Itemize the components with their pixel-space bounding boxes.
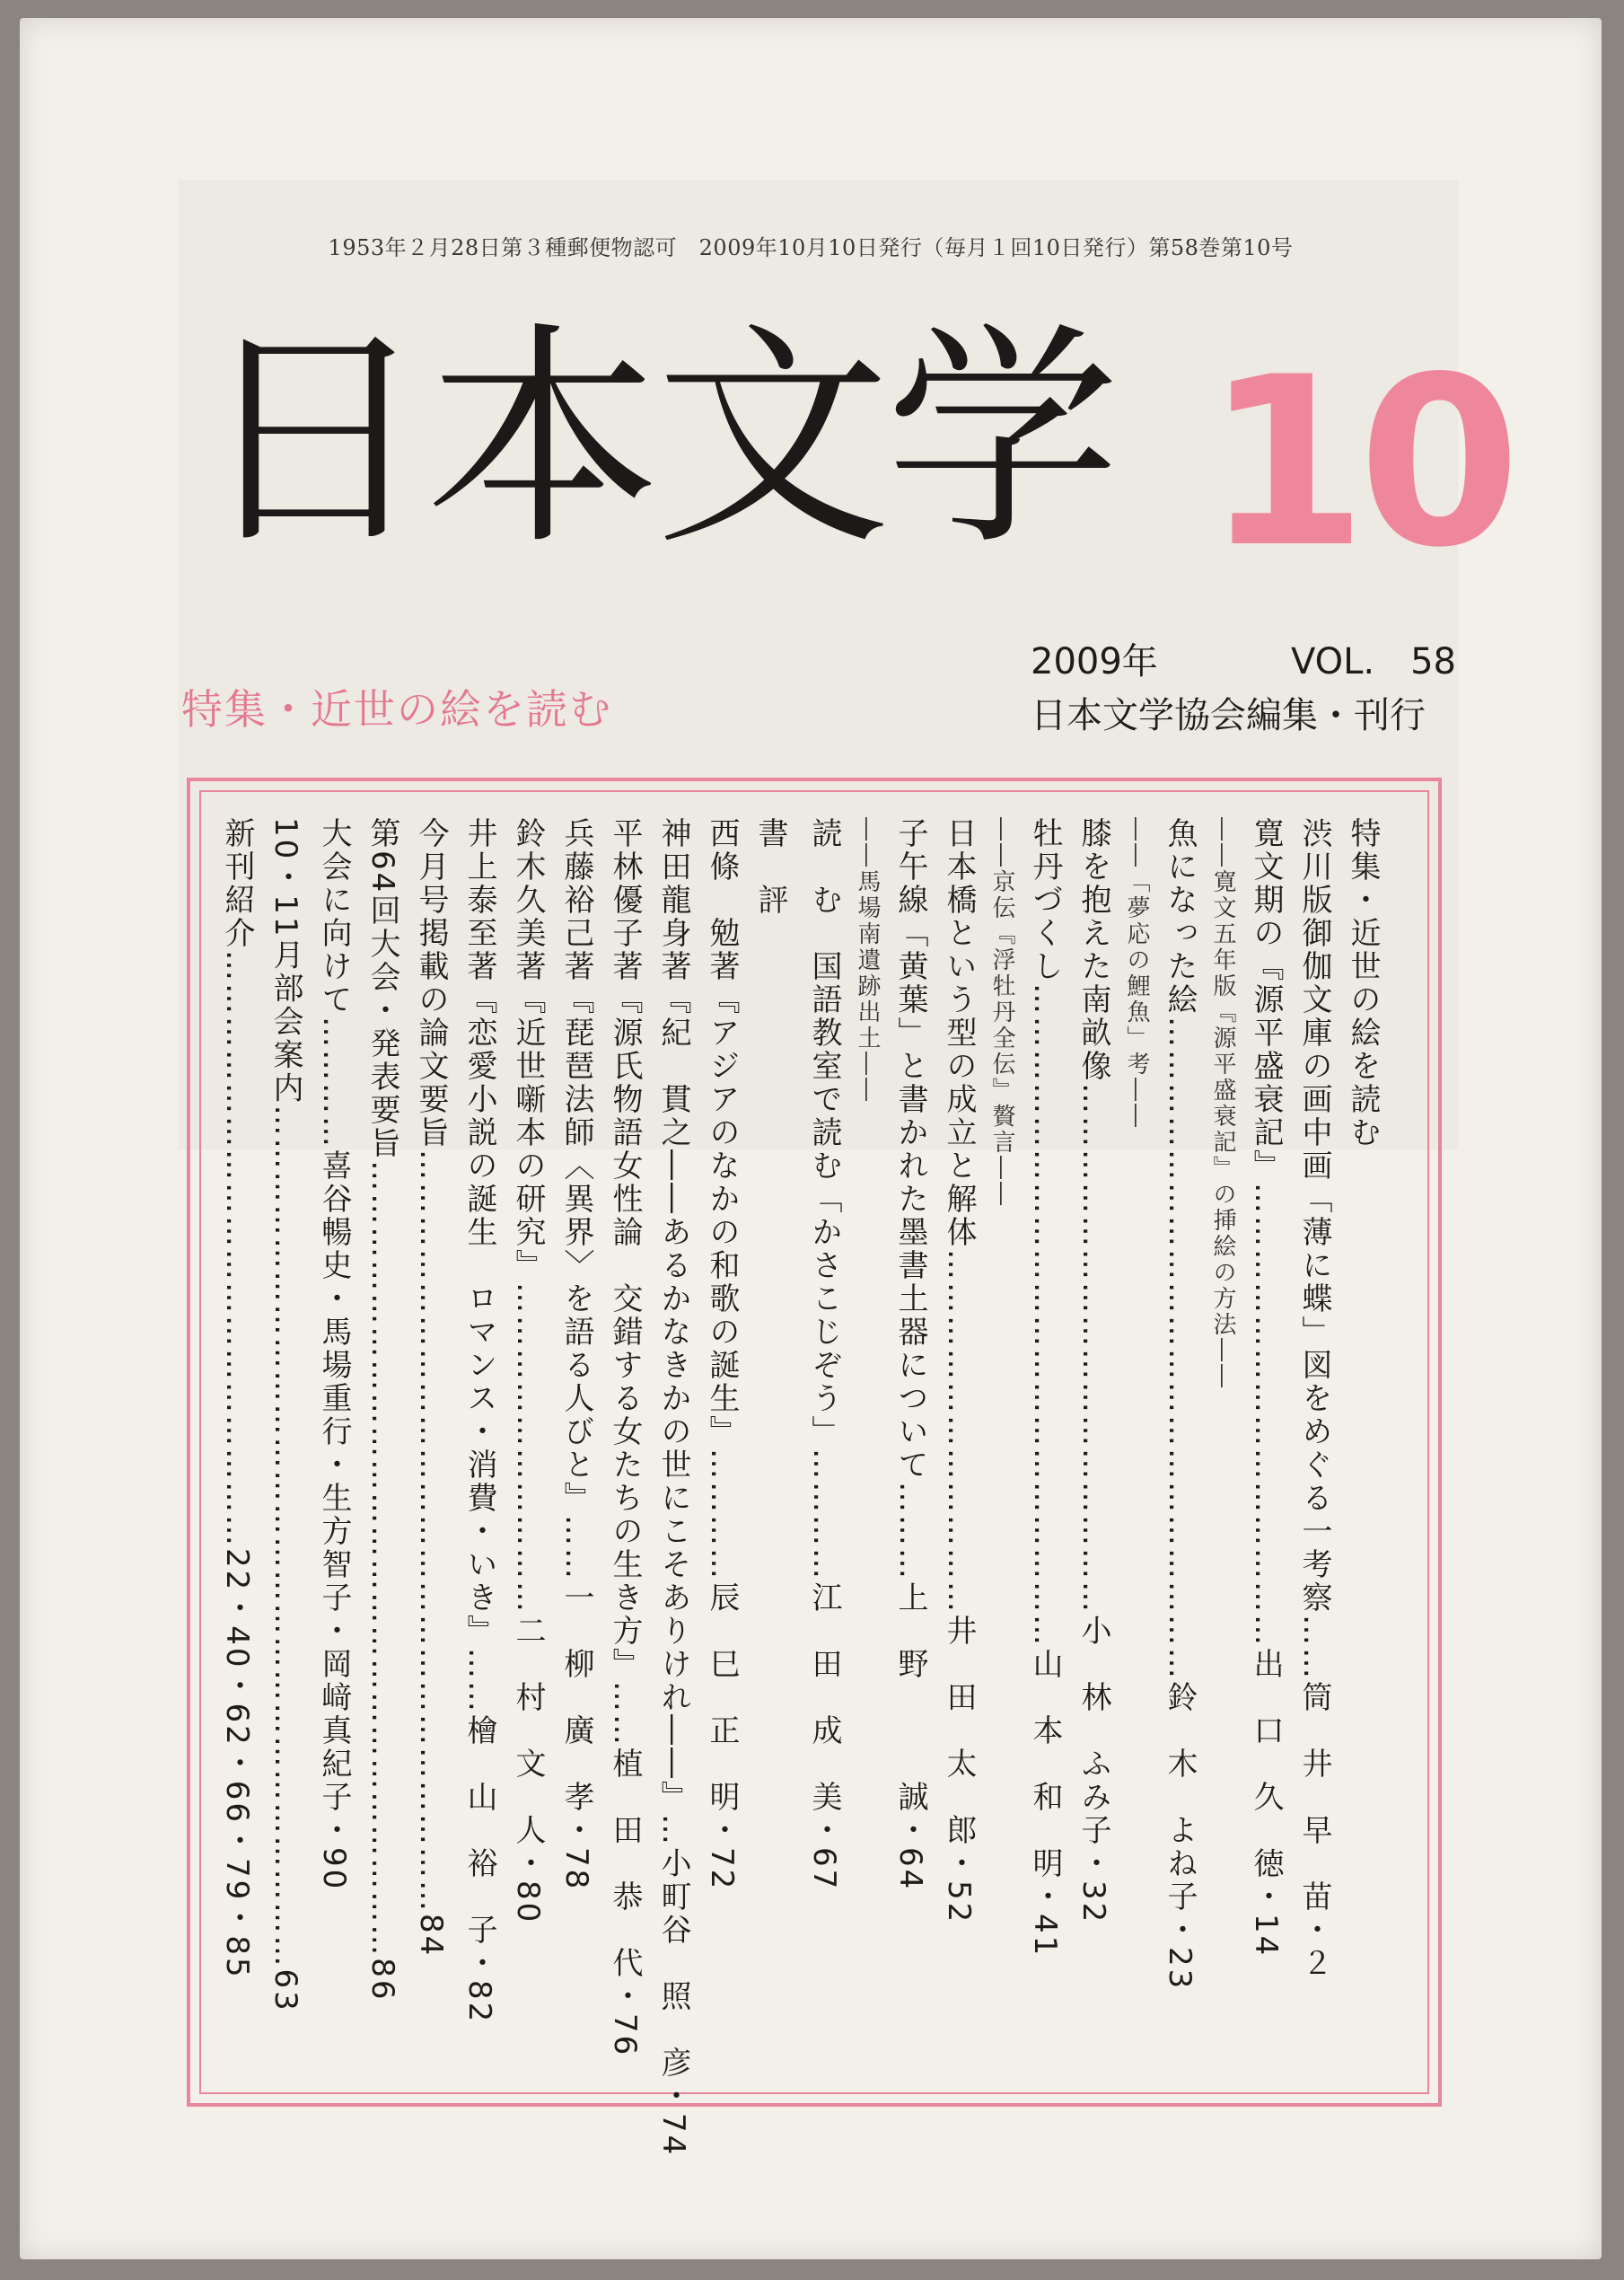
publisher-line: 日本文学協会編集・刊行 bbox=[1031, 695, 1426, 736]
toc-entry: 寛文期の『源平盛衰記』……………………………………出 口 久 徳・14 bbox=[1248, 817, 1284, 1959]
year-volume-line bbox=[1031, 639, 1456, 684]
toc-entry: 10・11月部会案内……………………………………………………………………63 bbox=[268, 817, 303, 2013]
toc-entry: 子午線「黄葉」と書かれた墨書土器について………上 野 誠・64 bbox=[892, 817, 928, 1892]
toc-entry: 鈴木久美著『近世噺本の研究』…………………………二 村 文 人・80 bbox=[510, 817, 546, 1925]
toc-subtitle: ――「夢応の鯉魚」考―― bbox=[1123, 817, 1150, 1130]
toc-entry: 特集・近世の絵を読む bbox=[1345, 817, 1381, 1149]
toc-entry: 膝を抱えた南畝像…………………………………………小 林 ふみ子・32 bbox=[1075, 817, 1111, 1925]
toc-subtitle: ――京伝『浮牡丹全伝』贅言―― bbox=[988, 817, 1015, 1208]
issue-number: 10 bbox=[1205, 328, 1512, 599]
toc-entry: 新刊紹介………………………………………………22・40・62・66・79・85 bbox=[219, 817, 255, 1980]
toc-entry: 大会に向けて…………喜谷暢史・馬場重行・生方智子・岡﨑真紀子・90 bbox=[316, 817, 352, 1892]
volume-number: VOL. 58 bbox=[1290, 641, 1456, 682]
toc-entry: 牡丹づくし……………………………………………………山 本 和 明・41 bbox=[1027, 817, 1063, 1959]
toc-entry: 井上泰至著『恋愛小説の誕生 ロマンス・消費・いき』……檜 山 裕 子・82 bbox=[461, 817, 497, 2025]
table-of-contents bbox=[217, 817, 1384, 2158]
publication-year: 2009年 bbox=[1031, 641, 1158, 682]
toc-entry: 神田龍身著『紀 貫之――あるかなきかの世にこそありけれ――』…小町谷 照 彦・74 bbox=[655, 817, 691, 2158]
table-of-contents-frame bbox=[187, 778, 1442, 2158]
toc-entry: 兵藤裕己著『琵琶法師〈異界〉を語る人びと』……一 柳 廣 孝・78 bbox=[558, 817, 594, 1892]
toc-entry: 読 む 国語教室で読む「かさこじぞう」…………江 田 成 美・67 bbox=[806, 817, 842, 1892]
journal-title: 日本文学 bbox=[196, 303, 1115, 577]
toc-entry: 日本橋という型の成立と解体……………………………井 田 太 郎・52 bbox=[941, 817, 977, 1925]
toc-entry: 書 評 bbox=[752, 817, 788, 917]
toc-entry: 魚になった絵……………………………………………………鈴 木 よね子・23 bbox=[1162, 817, 1198, 1992]
toc-entry: 平林優子著『源氏物語女性論 交錯する女たちの生き方』……植 田 恭 代・76 bbox=[607, 817, 643, 2058]
toc-entry: 今月号掲載の論文要旨……………………………………………………………84 bbox=[413, 817, 449, 1959]
journal-cover bbox=[20, 18, 1602, 2259]
toc-subtitle: ――馬場南遺跡出土―― bbox=[854, 817, 881, 1104]
toc-entry: 第64回大会・発表要旨………………………………………………………………86 bbox=[364, 817, 400, 2003]
toc-entry: 渋川版御伽文庫の画中画「薄に蝶」図をめぐる一考察……筒 井 早 苗・２ bbox=[1296, 817, 1332, 1980]
toc-subtitle: ――寛文五年版『源平盛衰記』の挿絵の方法―― bbox=[1209, 817, 1236, 1390]
postal-registration-line: 1953年２月28日第３種郵便物認可 2009年10月10日発行（毎月１回10日発行）第58巻第10号 bbox=[328, 235, 1294, 260]
special-feature-banner: 特集・近世の絵を読む bbox=[181, 685, 612, 734]
toc-entry: 西條 勉著『アジアのなかの和歌の誕生』…………辰 巳 正 明・72 bbox=[704, 817, 740, 1892]
